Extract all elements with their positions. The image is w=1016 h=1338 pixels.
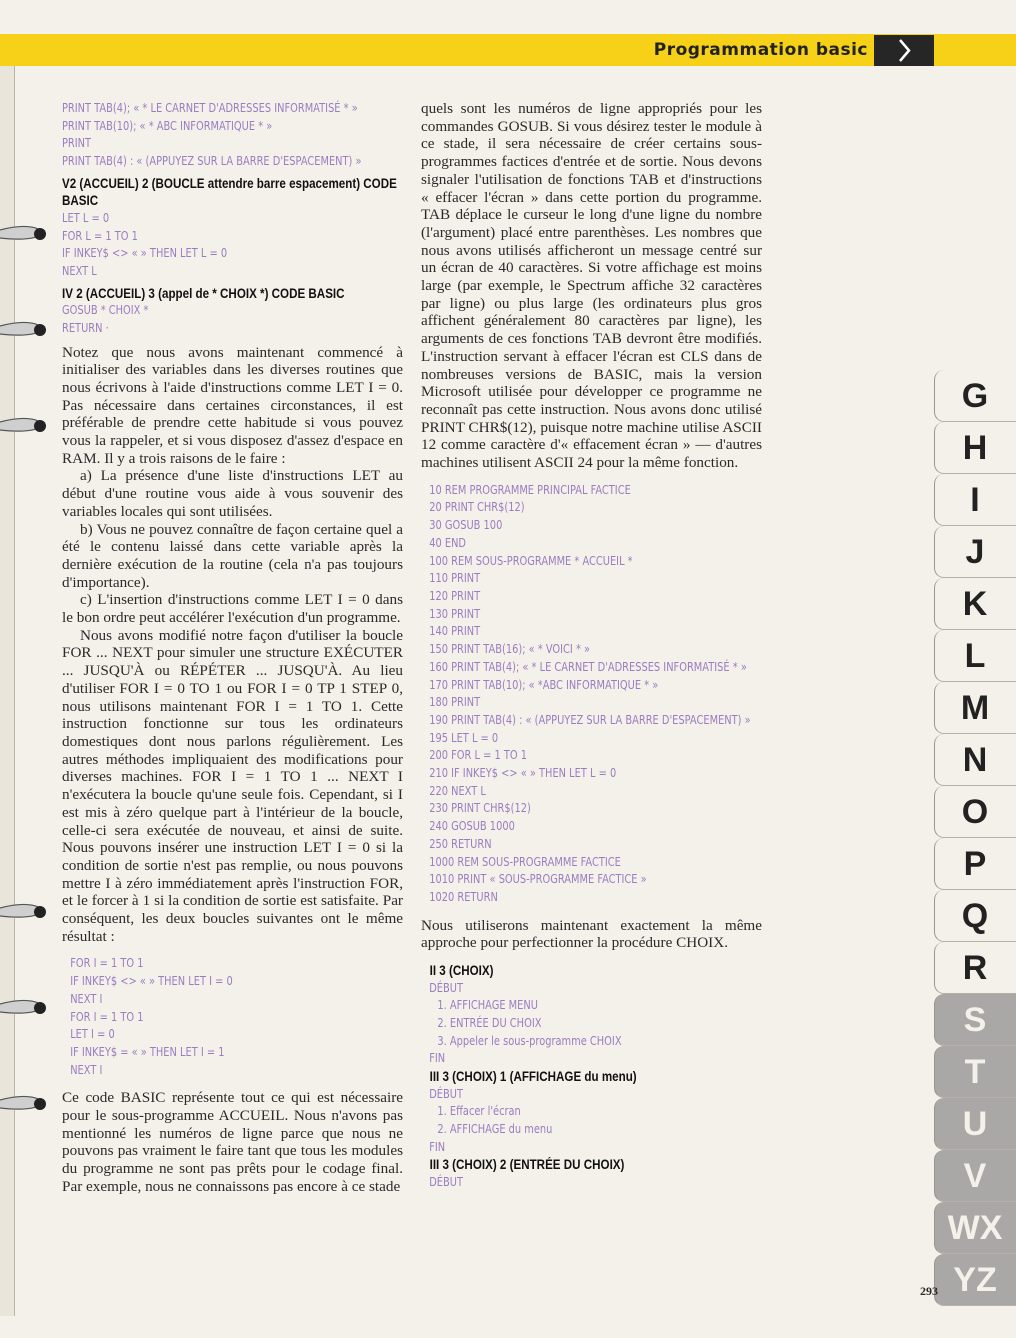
index-tab-g[interactable]: G bbox=[934, 370, 1016, 422]
code-line: 140 PRINT bbox=[429, 624, 481, 639]
code-line: FIN bbox=[429, 1139, 446, 1154]
code-block bbox=[62, 100, 403, 171]
right-column bbox=[421, 100, 762, 1192]
index-tab-k[interactable]: K bbox=[934, 578, 1016, 630]
code-line: NEXT L bbox=[62, 263, 97, 278]
index-tab-r[interactable]: R bbox=[934, 942, 1016, 994]
code-line: 240 GOSUB 1000 bbox=[429, 819, 515, 834]
code-line: 195 LET L = 0 bbox=[429, 730, 499, 745]
code-line: 10 REM PROGRAMME PRINCIPAL FACTICE bbox=[429, 482, 631, 497]
code-line: PRINT TAB(4) : « (APPUYEZ SUR LA BARRE D'ESPACEMENT) » bbox=[62, 154, 362, 169]
code-line: PRINT TAB(4); « * LE CARNET D'ADRESSES INFORMATISÉ * » bbox=[62, 101, 358, 115]
index-tab-s[interactable]: S bbox=[934, 994, 1016, 1046]
code-block bbox=[62, 210, 403, 281]
code-line: IF INKEY$ <> « » THEN LET L = 0 bbox=[62, 246, 228, 261]
index-tab-u[interactable]: U bbox=[934, 1098, 1016, 1150]
code-line: LET L = 0 bbox=[62, 210, 110, 225]
code-block bbox=[62, 302, 403, 337]
code-listing bbox=[421, 482, 770, 907]
code-line: 130 PRINT bbox=[429, 606, 481, 621]
code-line: 200 FOR L = 1 TO 1 bbox=[429, 748, 527, 763]
code-line: 1010 PRINT « SOUS-PROGRAMME FACTICE » bbox=[429, 872, 647, 887]
chevron-right-icon bbox=[874, 35, 934, 66]
index-tab-j[interactable]: J bbox=[934, 526, 1016, 578]
index-tab-h[interactable]: H bbox=[934, 422, 1016, 474]
body-paragraph: Ce code BASIC représente tout ce qui est nécessaire pour le sous-programme ACCUEIL. Nous n'avons pas mentionné les numéros de ligne parce que nous ne pouvons pas vraiment le faire tant que tous les modules du programme ne sont pas prêts pour le codage final. Par exemple, nous ne connaissons pas encore à ce stade bbox=[62, 1089, 403, 1195]
code-line: 170 PRINT TAB(10); « *ABC INFORMATIQUE * » bbox=[429, 677, 659, 692]
code-line: 190 PRINT TAB(4) : « (APPUYEZ SUR LA BARRE D'ESPACEMENT) » bbox=[429, 712, 751, 727]
code-line: NEXT I bbox=[70, 991, 103, 1006]
binder-ring-icon bbox=[0, 414, 52, 436]
code-block bbox=[421, 1050, 770, 1068]
section-heading: II 3 (CHOIX) bbox=[429, 963, 494, 979]
code-line: DÉBUT bbox=[429, 1174, 463, 1189]
binder-ring-icon bbox=[0, 318, 52, 340]
code-line: 210 IF INKEY$ <> « » THEN LET L = 0 bbox=[429, 766, 617, 781]
code-line: 1020 RETURN bbox=[429, 889, 498, 904]
index-tab-o[interactable]: O bbox=[934, 786, 1016, 838]
code-line: 250 RETURN bbox=[429, 836, 492, 851]
code-line: 40 END bbox=[429, 535, 467, 550]
code-block bbox=[421, 980, 770, 998]
code-line: 180 PRINT bbox=[429, 695, 481, 710]
code-line: FOR I = 1 TO 1 bbox=[70, 956, 144, 971]
code-line: RETURN · bbox=[62, 320, 109, 335]
index-tab-q[interactable]: Q bbox=[934, 890, 1016, 942]
code-block bbox=[421, 1174, 770, 1192]
section-heading: IV 2 (ACCUEIL) 3 (appel de * CHOIX *) CODE BASIC bbox=[62, 285, 345, 301]
code-line: GOSUB * CHOIX * bbox=[62, 303, 149, 318]
code-block bbox=[421, 1139, 770, 1157]
binder-ring-icon bbox=[0, 900, 52, 922]
code-line: 150 PRINT TAB(16); « * VOICI * » bbox=[429, 642, 591, 657]
code-block bbox=[62, 955, 411, 1079]
code-line: 1. Effacer l'écran bbox=[437, 1104, 521, 1119]
code-line: 1000 REM SOUS-PROGRAMME FACTICE bbox=[429, 854, 621, 869]
code-block bbox=[421, 1103, 779, 1138]
code-line: NEXT I bbox=[70, 1062, 103, 1077]
code-line: DÉBUT bbox=[429, 1086, 463, 1101]
index-tab-i[interactable]: I bbox=[934, 474, 1016, 526]
index-tab-wx[interactable]: WX bbox=[934, 1202, 1016, 1254]
code-line: 2. AFFICHAGE du menu bbox=[437, 1121, 553, 1136]
page-number: 293 bbox=[920, 1284, 938, 1298]
code-block bbox=[421, 997, 779, 1050]
index-tab-n[interactable]: N bbox=[934, 734, 1016, 786]
code-line: 20 PRINT CHR$(12) bbox=[429, 500, 525, 515]
code-line: IF INKEY$ = « » THEN LET I = 1 bbox=[70, 1044, 225, 1059]
code-line: 160 PRINT TAB(4); « * LE CARNET D'ADRESSES INFORMATISÉ * » bbox=[429, 659, 747, 674]
body-paragraph: a) La présence d'une liste d'instructions LET au début d'une routine vous aide à vous souvenir des variables locales qui sont utilisées. bbox=[62, 467, 403, 520]
left-column bbox=[62, 100, 403, 1196]
index-tab-m[interactable]: M bbox=[934, 682, 1016, 734]
body-paragraph: Nous avons modifié notre façon d'utiliser la boucle FOR ... NEXT pour simuler une structure EXÉCUTER ... JUSQU'À ou RÉPÉTER ... JUSQU'À. Au lieu d'utiliser FOR I = 0 TO 1 ou FOR I = 0 TP 1 STEP 0, nous utilisons maintenant FOR I = 1 TO 1. Cette instruction fonctionne sur tous les ordinateurs domestiques dont nous parlons régulièrement. Les autres méthodes impliquaient des modifications pour diverses machines. FOR I = 1 TO 1 ... NEXT I n'exécutera la boucle qu'une seule fois. Cependant, si I est mis à zéro quelque part à l'intérieur de la boucle, celle-ci sera exécutée de nouveau, et ainsi de suite. Nous pouvons insérer une instruction LET I = 0 si la condition de sortie n'est pas remplie, ou nous pouvons mettre I à zéro immédiatement après l'instruction FOR, et le forcer à 1 si la condition de sortie est satisfaite. Par conséquent, les deux boucles suivantes ont le même résultat : bbox=[62, 626, 403, 945]
section-heading: III 3 (CHOIX) 2 (ENTRÉE DU CHOIX) bbox=[429, 1157, 625, 1173]
body-paragraph: c) L'insertion d'instructions comme LET I = 0 dans le bon ordre peut accélérer l'exécution d'un programme. bbox=[62, 591, 403, 627]
code-line: 30 GOSUB 100 bbox=[429, 518, 503, 533]
binder-ring-icon bbox=[0, 222, 52, 244]
binder-ring-icon bbox=[0, 1092, 52, 1114]
code-line: DÉBUT bbox=[429, 980, 463, 995]
body-paragraph: quels sont les numéros de ligne appropriés pour les commandes GOSUB. Si vous désirez tester le module à ce stade, il sera nécessaire de créer certains sous-programmes factices d'entrée et de sortie. Nous devons signaler l'utilisation de fonctions TAB et d'instructions « effacer l'écran » dans cette portion du programme. TAB déplace le curseur le long d'une ligne du nombre (l'argument) placé entre parenthèses. Les nombres que nous avons utilisés afficheront un message centré sur un écran de 40 caractères. Si votre affichage est moins large (par exemple, le Spectrum affiche 32 caractères par ligne) ou plus large (les ordinateurs plus gros affichent généralement 80 caractères par ligne), les arguments de ces fonctions TAB devront être modifiés. L'instruction servant à effacer l'écran est CLS dans de nombreuses versions de BASIC, mais la version Microsoft utilisée pour développer ce programme ne reconnaît pas cette instruction. Nous avons donc utilisé PRINT CHR$(12), puisque notre machine utilise ASCII 12 comme caractère d'« effacement écran » — d'autres machines utilisent ASCII 24 pour la même fonction. bbox=[421, 100, 762, 472]
code-line: 1. AFFICHAGE MENU bbox=[437, 998, 538, 1013]
binder-ring-icon bbox=[0, 996, 52, 1018]
section-heading: III 3 (CHOIX) 1 (AFFICHAGE du menu) bbox=[429, 1069, 637, 1085]
body-paragraph: b) Vous ne pouvez connaître de façon certaine quel a été le contenu laissé dans cette variable après la dernière exécution de la routine (cela n'a pas toujours d'importance). bbox=[62, 520, 403, 591]
index-tabs bbox=[934, 370, 1016, 1306]
code-line: 100 REM SOUS-PROGRAMME * ACCUEIL * bbox=[429, 553, 633, 568]
code-block bbox=[421, 1086, 770, 1104]
code-line: PRINT TAB(10); « * ABC INFORMATIQUE * » bbox=[62, 118, 273, 133]
code-line: IF INKEY$ <> « » THEN LET I = 0 bbox=[70, 974, 233, 989]
code-line: FOR I = 1 TO 1 bbox=[70, 1009, 144, 1024]
code-line: 120 PRINT bbox=[429, 588, 481, 603]
code-line: 230 PRINT CHR$(12) bbox=[429, 801, 531, 816]
body-paragraph: Nous utiliserons maintenant exactement la même approche pour perfectionner la procédure CHOIX. bbox=[421, 916, 762, 952]
page-edge bbox=[0, 66, 15, 1316]
code-line: FIN bbox=[429, 1051, 446, 1066]
section-heading: V2 (ACCUEIL) 2 (BOUCLE attendre barre espacement) CODE BASIC bbox=[62, 175, 397, 209]
index-tab-yz[interactable]: YZ bbox=[934, 1254, 1016, 1306]
code-line: LET I = 0 bbox=[70, 1027, 115, 1042]
index-tab-t[interactable]: T bbox=[934, 1046, 1016, 1098]
index-tab-v[interactable]: V bbox=[934, 1150, 1016, 1202]
code-line: 3. Appeler le sous-programme CHOIX bbox=[437, 1033, 622, 1048]
code-line: 220 NEXT L bbox=[429, 783, 486, 798]
body-paragraph: Notez que nous avons maintenant commencé à initialiser des variables dans les diverses routines que nous écrivons à l'aide d'instructions comme LET I = 0. Pas nécessaire dans certaines circonstances, il est préférable de prendre cette habitude si vous pouvez vous la rappeler, et si vous disposez d'assez d'espace en RAM. Il y a trois raisons de le faire : bbox=[62, 343, 403, 467]
code-line: 2. ENTRÉE DU CHOIX bbox=[437, 1015, 542, 1030]
code-line: PRINT bbox=[62, 136, 92, 151]
index-tab-p[interactable]: P bbox=[934, 838, 1016, 890]
code-line: FOR L = 1 TO 1 bbox=[62, 228, 138, 243]
section-title: Programmation basic bbox=[653, 40, 868, 60]
code-line: 110 PRINT bbox=[429, 571, 481, 586]
index-tab-l[interactable]: L bbox=[934, 630, 1016, 682]
